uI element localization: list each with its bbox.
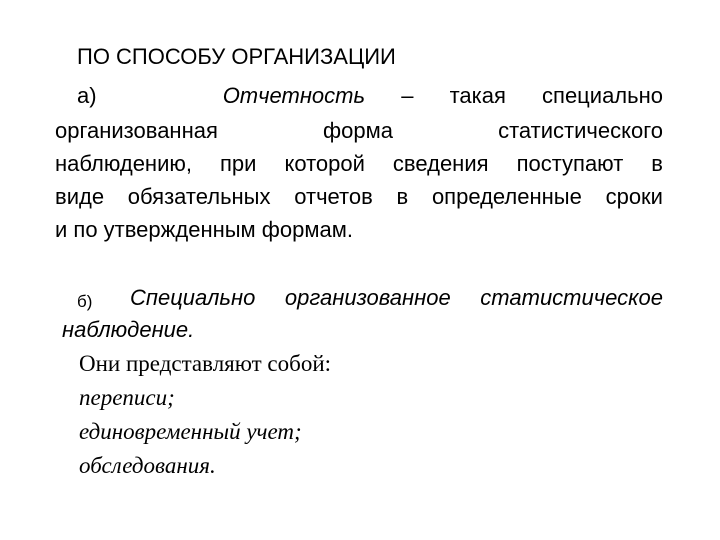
item-a-word: обязательных [127, 184, 271, 209]
forms-list-item: единовременный учет; [79, 419, 302, 444]
item-b-word: организованное [284, 285, 451, 310]
item-a-word: статистического [498, 118, 663, 143]
item-a-word: при [220, 151, 257, 176]
item-a-term: Отчетность [222, 83, 366, 108]
item-a-line-1 [77, 83, 663, 109]
forms-intro: Они представляют собой: [79, 351, 332, 376]
item-a-word: определенные [431, 184, 582, 209]
item-a-marker: а) [77, 83, 97, 108]
item-a-word: в [651, 151, 663, 176]
item-a-word: форма [323, 118, 393, 143]
item-b-line-2: наблюдение. [62, 317, 195, 342]
item-a-word: отчетов [294, 184, 373, 209]
item-b-word: Специально [129, 285, 256, 310]
item-b-word: статистическое [480, 285, 663, 310]
item-a-word: которой [284, 151, 365, 176]
item-a-line-3 [55, 151, 663, 177]
item-a-word: поступают [516, 151, 624, 176]
item-a-word: в [396, 184, 409, 209]
item-a-word: виде [55, 184, 105, 209]
item-b-marker: б) [77, 292, 93, 311]
item-a-word: сведения [392, 151, 489, 176]
item-a-word: специально [542, 83, 663, 108]
item-a-line-2 [55, 118, 663, 144]
item-a-word: такая [449, 83, 506, 108]
item-a-word: сроки [605, 184, 663, 209]
item-a-dash: – [401, 83, 414, 108]
item-a-word: организованная [55, 118, 218, 143]
forms-list-item: обследования. [79, 453, 216, 478]
item-a-line-5: и по утвержденным формам. [55, 217, 353, 242]
section-heading: ПО СПОСОБУ ОРГАНИЗАЦИИ [77, 44, 396, 69]
forms-list-item: переписи; [79, 385, 175, 410]
item-a-line-4 [55, 184, 663, 210]
item-a-word: наблюдению, [55, 151, 192, 176]
item-b-line-1 [77, 285, 663, 315]
